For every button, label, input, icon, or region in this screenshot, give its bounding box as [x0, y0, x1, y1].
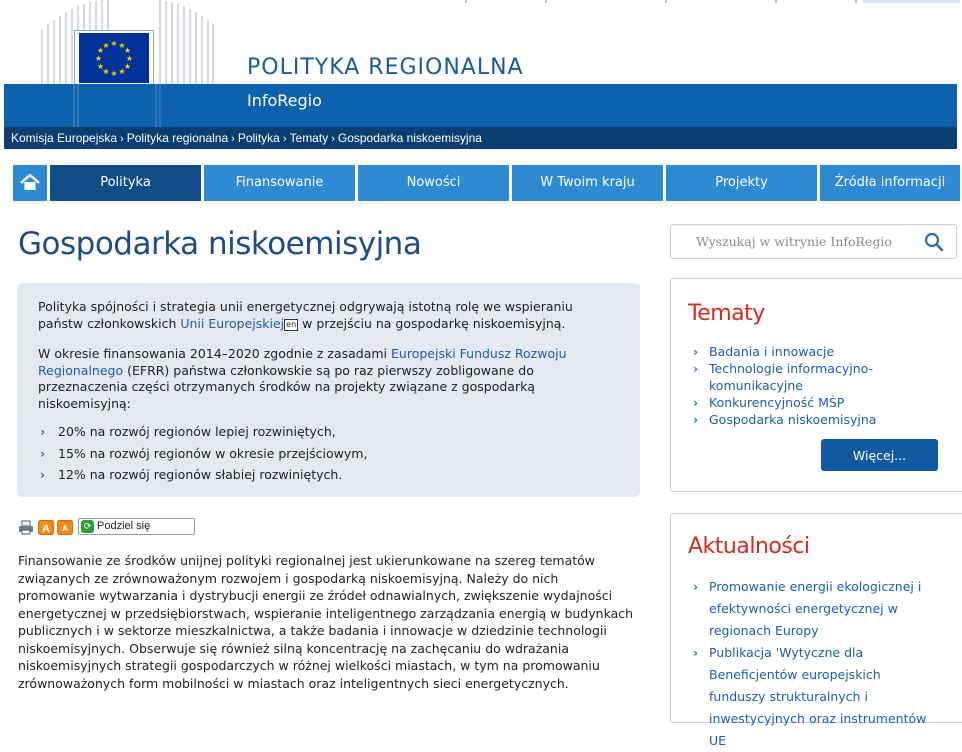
breadcrumb: [4, 127, 957, 149]
topics-title: Tematy: [688, 301, 765, 326]
intro-text: Polityka spójności i strategia unii energetycznej odgrywają istotną rolę we wspieraniu państw członkowskich: [38, 299, 573, 331]
chevron-right-icon: ›: [693, 579, 699, 594]
intro-text: W okresie finansowania 2014–2020 zgodnie z zasadami: [38, 346, 392, 361]
search-input[interactable]: [671, 225, 911, 258]
font-increase-glyph: A: [42, 523, 50, 535]
chevron-right-icon: ›: [693, 412, 699, 427]
breadcrumb-link[interactable]: Polityka: [237, 131, 280, 145]
eu-flag-icon: [79, 33, 149, 83]
intro-text: (EFRR) państwa członkowskie są po raz pierwszy zobligowane do przeznaczenia części otrzymanych środków na projekty związane z gospodarką niskoemisyjną:: [38, 362, 535, 411]
breadcrumb-separator-icon: ›: [331, 133, 335, 145]
chevron-right-icon: ›: [40, 424, 46, 439]
news-item-label: Publikacja 'Wytyczne dla Beneficjentów europejskich funduszy strukturalnych i inwestycyjnych oraz instrumentów UE: [709, 645, 927, 748]
list-item: [38, 467, 620, 484]
search-icon[interactable]: [924, 232, 944, 252]
efrr-link[interactable]: Europejski Fundusz Rozwoju Regionalnego: [38, 346, 567, 378]
topics-panel: [670, 278, 962, 492]
topic-link-label: Technologie informacyjno-komunikacyjne: [709, 361, 874, 393]
topics-list: [691, 343, 891, 428]
chevron-right-icon: ›: [40, 467, 46, 482]
site-title[interactable]: POLITYKA REGIONALNA: [247, 55, 524, 80]
intro-text: w przejściu na gospodarkę niskoemisyjną.: [298, 315, 566, 331]
news-panel: [670, 513, 962, 748]
breadcrumb-link[interactable]: Komisja Europejska: [11, 131, 118, 145]
nav-tab-finansowanie[interactable]: Finansowanie: [204, 165, 355, 201]
nav-tab-projekty[interactable]: Projekty: [666, 165, 817, 201]
breadcrumb-link[interactable]: Tematy: [289, 131, 329, 145]
list-item-text: 12% na rozwój regionów słabiej rozwiniętych.: [58, 467, 343, 482]
news-list: [691, 576, 936, 752]
svg-text:★: ★: [94, 54, 103, 63]
topic-link-label: Gospodarka niskoemisyjna: [709, 412, 877, 427]
nav-tab-polityka[interactable]: Polityka: [50, 165, 201, 201]
chevron-right-icon: ›: [693, 395, 699, 410]
language-badge: en: [286, 319, 297, 329]
svg-text:★: ★: [118, 67, 126, 76]
list-item: [38, 446, 620, 463]
breadcrumb-separator-icon: ›: [120, 133, 124, 145]
topic-link[interactable]: [691, 394, 891, 411]
svg-text:★: ★: [96, 46, 105, 55]
body-paragraph: Finansowanie ze środków unijnej polityki regionalnej jest ukierunkowane na szereg tematów związanych ze zrównoważonym rozwojem i gospodarką niskoemisyjną. Należy do nich promowanie wytwarzania i dystrybucji energii ze źródeł odnawialnych, zwiększenie wydajności energetycznej w przedsiębiorstwach, wspieranie inteligentnego zarządzania energią w budynkach publicznych i w sektorze mieszkalnictwa, a także badania i innowacje w dziedzinie technologii niskoemisyjnych. Obserwuje się również silną koncentrację na zachęcaniu do wdrażania niskoemisyjnych strategii gospodarczych w różnej wielkości miastach, w tym na promowaniu zrównoważonych form mobilności w miastach oraz inteligentnych sieci energetycznych.: [18, 553, 634, 691]
svg-text:★: ★: [118, 41, 126, 50]
svg-text:★: ★: [110, 39, 118, 48]
home-icon: [13, 165, 47, 201]
chevron-right-icon: ›: [693, 344, 699, 359]
page-title: Gospodarka niskoemisyjna: [18, 226, 422, 262]
nav-home-button[interactable]: [13, 165, 47, 201]
nav-tab-w-twoim-kraju[interactable]: W Twoim kraju: [512, 165, 663, 201]
share-icon: ⟳: [81, 520, 94, 533]
intro-box: [17, 283, 640, 497]
chevron-right-icon: ›: [693, 645, 699, 660]
topic-link-label: Konkurencyjność MŚP: [709, 395, 845, 410]
breadcrumb-separator-icon: ›: [231, 133, 235, 145]
nav-tab-nowosci[interactable]: Nowości: [358, 165, 509, 201]
nav-tab-zrodla-informacji[interactable]: Źródła informacji: [820, 165, 960, 201]
svg-text:★: ★: [102, 67, 110, 76]
news-item-link[interactable]: [691, 642, 936, 752]
breadcrumb-current: Gospodarka niskoemisyjna: [337, 131, 482, 145]
chevron-right-icon: ›: [40, 445, 46, 461]
allocation-list: [38, 424, 620, 484]
list-item-text: 15% na rozwój regionów w okresie przejściowym,: [58, 445, 368, 461]
breadcrumb-separator-icon: ›: [282, 133, 287, 145]
search-box: [670, 224, 957, 259]
news-title: Aktualności: [688, 534, 810, 559]
news-item-link[interactable]: [691, 576, 936, 642]
print-icon[interactable]: [18, 520, 34, 535]
svg-text:★: ★: [123, 62, 132, 71]
svg-text:★: ★: [96, 62, 105, 71]
font-decrease-icon[interactable]: [57, 520, 73, 535]
list-item-text: 20% na rozwój regionów lepiej rozwiniętych,: [58, 424, 336, 439]
topic-link[interactable]: [691, 411, 891, 428]
svg-text:★: ★: [125, 54, 134, 63]
more-topics-button[interactable]: Więcej...: [821, 439, 938, 471]
share-label: Podziel się: [97, 520, 151, 532]
topic-link-label: Badania i innowacje: [709, 344, 835, 359]
header-band: [4, 84, 957, 127]
share-button[interactable]: [78, 518, 195, 535]
list-item: [38, 424, 620, 441]
svg-text:★: ★: [102, 41, 110, 50]
intro-paragraph-1: [38, 299, 620, 332]
svg-text:★: ★: [110, 69, 118, 78]
font-decrease-glyph: A: [62, 524, 68, 533]
intro-paragraph-2: [38, 346, 620, 412]
page-toolbar: [18, 518, 188, 536]
eu-link[interactable]: Unii Europejskiej: [180, 315, 285, 331]
svg-text:★: ★: [123, 46, 132, 55]
breadcrumb-link[interactable]: Polityka regionalna: [126, 131, 229, 145]
logo-stripe-decoration: [74, 84, 160, 127]
site-subtitle[interactable]: InfoRegio: [247, 91, 322, 110]
chevron-right-icon: ›: [693, 361, 699, 376]
font-increase-icon[interactable]: [38, 520, 54, 535]
top-decoration: [465, 0, 960, 4]
main-navigation: [13, 165, 960, 201]
topic-link[interactable]: [691, 343, 891, 360]
news-item-label: Promowanie energii ekologicznej i efektywności energetycznej w regionach Europy: [709, 579, 922, 638]
topic-link[interactable]: [691, 360, 891, 394]
